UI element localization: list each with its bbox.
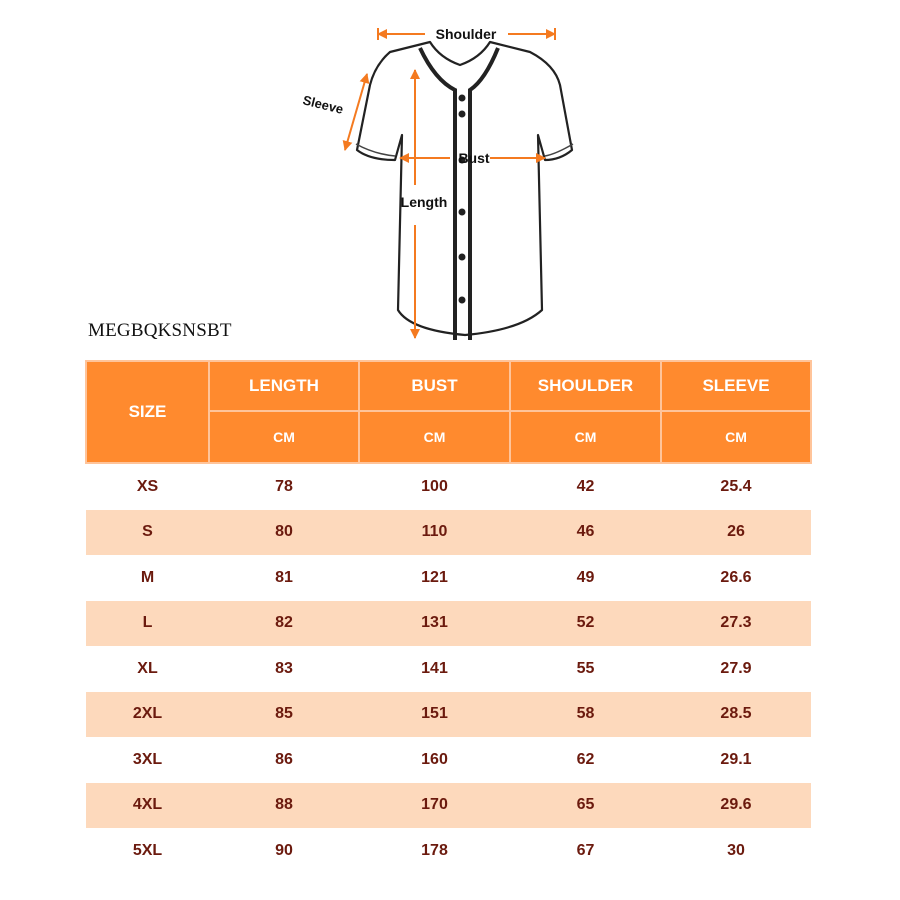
- cell-length: 83: [275, 659, 293, 677]
- cell-shoulder: 42: [576, 477, 595, 495]
- cell-length: 88: [209, 783, 359, 829]
- unit-bust: CM: [359, 411, 510, 463]
- cell-length: 78: [275, 477, 293, 495]
- cell-size: XL: [137, 659, 158, 677]
- table-row: [86, 828, 811, 874]
- length-label: Length: [400, 194, 448, 210]
- cell-shoulder: 62: [576, 750, 595, 768]
- cell-sleeve: 25.4: [720, 477, 752, 495]
- unit-shoulder: CM: [510, 411, 661, 463]
- header-size: SIZE: [86, 361, 209, 463]
- unit-length: CM: [209, 411, 359, 463]
- product-code: MEGBQKSNSBT: [88, 320, 232, 341]
- table-row: [86, 783, 811, 829]
- cell-bust: 141: [421, 659, 448, 677]
- table-row: [86, 463, 811, 510]
- cell-bust: 100: [421, 477, 448, 495]
- cell-bust: 178: [421, 841, 448, 859]
- header-sleeve: SLEEVE: [661, 361, 811, 411]
- cell-size: 3XL: [132, 750, 163, 768]
- cell-length: 80: [209, 510, 359, 556]
- header-shoulder: SHOULDER: [510, 361, 661, 411]
- cell-size: 4XL: [86, 783, 209, 829]
- table-row: [86, 646, 811, 692]
- cell-size: 2XL: [86, 692, 209, 738]
- sleeve-label: Sleeve: [301, 92, 345, 117]
- table-row: [86, 510, 811, 556]
- cell-length: 82: [209, 601, 359, 647]
- cell-shoulder: 65: [510, 783, 661, 829]
- cell-shoulder: 67: [576, 841, 595, 859]
- cell-size: 5XL: [132, 841, 163, 859]
- header-length: LENGTH: [209, 361, 359, 411]
- cell-length: 81: [275, 568, 293, 586]
- cell-length: 86: [275, 750, 293, 768]
- cell-shoulder: 58: [510, 692, 661, 738]
- cell-sleeve: 30: [727, 841, 745, 859]
- cell-sleeve: 27.3: [661, 601, 811, 647]
- jersey-icon: [290, 10, 590, 350]
- cell-sleeve: 29.6: [661, 783, 811, 829]
- cell-sleeve: 26: [661, 510, 811, 556]
- cell-bust: 131: [359, 601, 510, 647]
- cell-bust: 110: [359, 510, 510, 556]
- cell-bust: 160: [421, 750, 448, 768]
- table-row: [86, 601, 811, 647]
- cell-size: S: [86, 510, 209, 556]
- cell-bust: 170: [359, 783, 510, 829]
- cell-shoulder: 52: [510, 601, 661, 647]
- cell-length: 85: [209, 692, 359, 738]
- cell-sleeve: 27.9: [720, 659, 752, 677]
- cell-bust: 121: [421, 568, 448, 586]
- cell-bust: 151: [359, 692, 510, 738]
- table-row: [86, 737, 811, 783]
- cell-length: 90: [275, 841, 293, 859]
- bust-label: Bust: [458, 150, 490, 166]
- header-bust: BUST: [359, 361, 510, 411]
- cell-sleeve: 29.1: [720, 750, 752, 768]
- unit-sleeve: CM: [661, 411, 811, 463]
- cell-size: L: [86, 601, 209, 647]
- cell-shoulder: 55: [576, 659, 595, 677]
- cell-size: M: [140, 568, 155, 586]
- jersey-measurement-diagram: [290, 10, 590, 350]
- size-chart-table: [85, 360, 812, 874]
- table-row: [86, 692, 811, 738]
- cell-shoulder: 46: [510, 510, 661, 556]
- cell-size: XS: [136, 477, 159, 495]
- cell-sleeve: 28.5: [661, 692, 811, 738]
- shoulder-label: Shoulder: [435, 26, 497, 42]
- table-row: [86, 555, 811, 601]
- cell-shoulder: 49: [576, 568, 595, 586]
- cell-sleeve: 26.6: [720, 568, 752, 586]
